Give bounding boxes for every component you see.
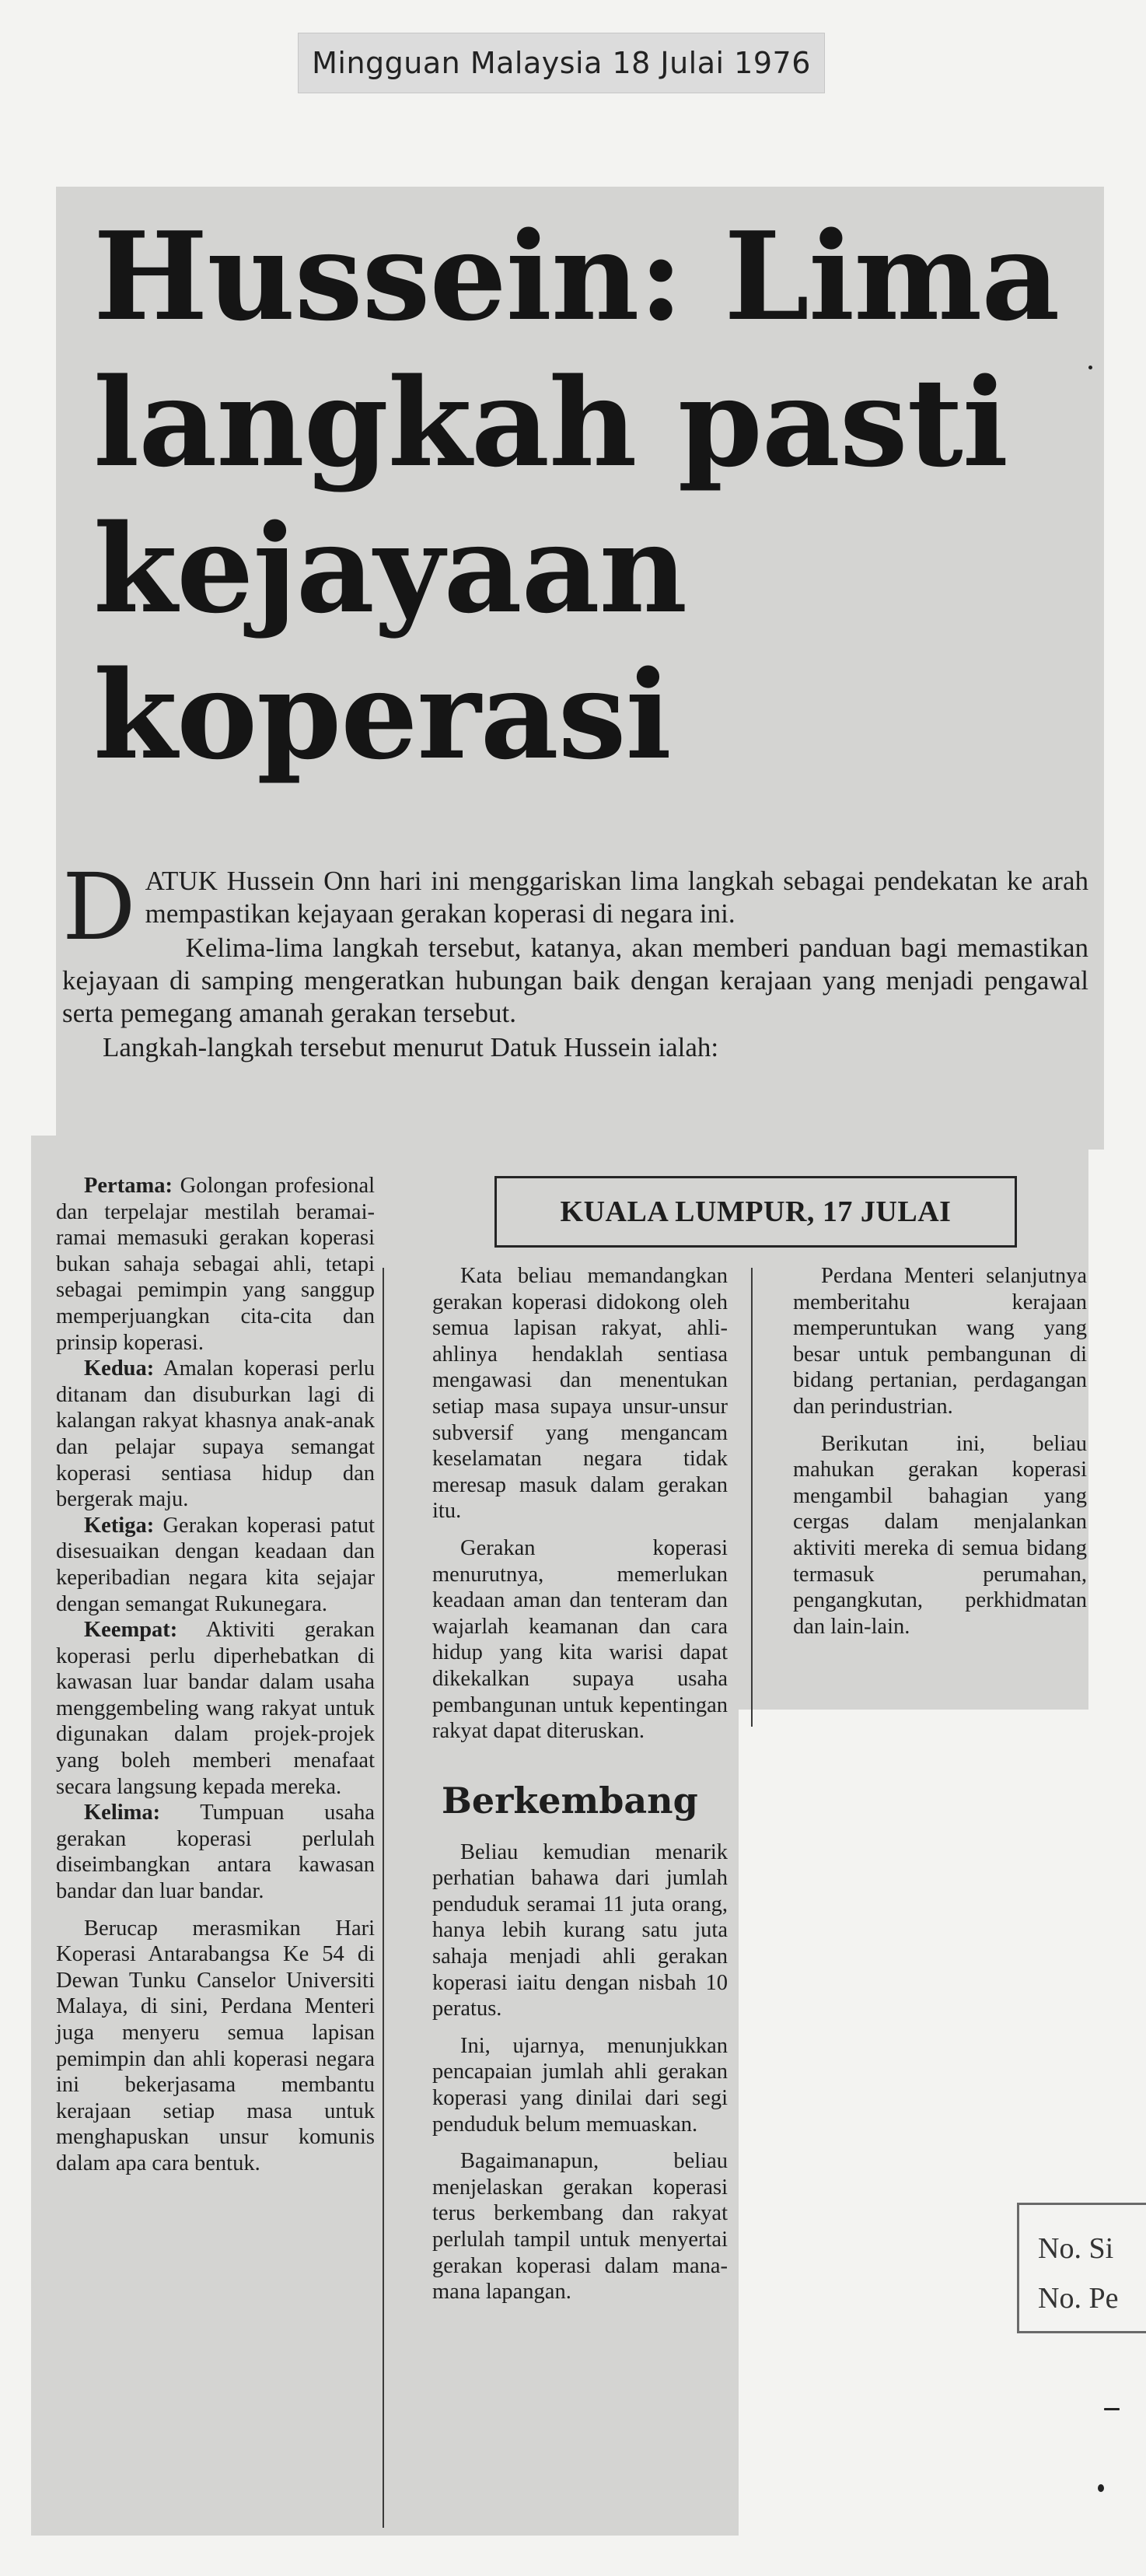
step-paragraph: [56, 1513, 375, 1617]
paragraph-gap: [432, 2022, 728, 2033]
drop-cap: D: [62, 853, 136, 961]
step-label: Pertama:: [84, 1174, 173, 1198]
body-paragraph: Beliau kemudian menarik perhatian bahawa dari jumlah penduduk seramai 11 juta orang, hanya lebih kurang satu juta sahaja menjadi ahli gerakan koperasi iaitu dengan nisbah 10 peratus.: [432, 1839, 728, 2021]
article-column-1: [56, 1173, 375, 2177]
step-paragraph: [56, 1173, 375, 1356]
paragraph-gap: [432, 2137, 728, 2148]
publication-dateline: Mingguan Malaysia 18 Julai 1976: [298, 33, 825, 93]
step-paragraph: [56, 1800, 375, 1904]
stamp-line-1: No. Si: [1038, 2232, 1114, 2265]
column-rule-1: [383, 1268, 384, 2528]
headline-line-4: koperasi: [93, 644, 671, 786]
column-rule-2: [751, 1268, 753, 1727]
paragraph-gap: [793, 1420, 1087, 1431]
print-speck: [1098, 2484, 1104, 2492]
body-paragraph: Berikutan ini, beliau mahukan gerakan koperasi mengambil bahagian yang cergas dalam menjalankan aktiviti mereka di semua bidang termasuk perumahan, pengangkutan, perkhidmatan dan lain-lain.: [793, 1431, 1087, 1639]
step-paragraph: [56, 1617, 375, 1800]
body-paragraph: Perdana Menteri selanjutnya memberitahu kerajaan memperuntukan wang yang besar untuk pembangunan di bidang pertanian, perdagangan dan perindustrian.: [793, 1264, 1087, 1419]
print-speck: [1088, 366, 1092, 369]
headline-line-2: langkah pasti: [93, 352, 1008, 494]
headline-line-3: kejayaan: [93, 498, 687, 640]
lead-paragraph-1: [62, 853, 1088, 961]
lead-paragraph-2: Kelima-lima langkah tersebut, katanya, akan memberi panduan bagi memastikan kejayaan di samping mengeratkan hubungan baik dengan kerajaan yang menjadi pengawal serta pemegang amanah gerakan tersebut.: [62, 933, 1088, 1028]
step-label: Kedua:: [84, 1356, 155, 1381]
lead-paragraph-3: Langkah-langkah tersebut menurut Datuk Hussein ialah:: [103, 1032, 719, 1062]
body-paragraph: Ini, ujarnya, menunjukkan pencapaian jumlah ahli gerakan koperasi yang dinilai dari segi penduduk belum memuaskan.: [432, 2033, 728, 2137]
headline-line-1: Hussein: Lima: [93, 205, 1060, 348]
place-dateline-box: KUALA LUMPUR, 17 JULAI: [494, 1176, 1017, 1248]
body-paragraph: Berucap merasmikan Hari Koperasi Antarabangsa Ke 54 di Dewan Tunku Canselor Universiti Malaya, di sini, Perdana Menteri juga menyeru semua lapisan pemimpin dan ahli koperasi negara ini bekerjasama membantu kerajaan setiap masa untuk menghapuskan unsur komunis dalam apa cara bentuk.: [56, 1916, 375, 2175]
body-paragraph: Gerakan koperasi menurutnya, memerlukan keadaan aman dan tenteram dan wajarlah keamanan dan cara hidup yang kita warisi dapat dikekalkan supaya usaha pembangunan untuk kepentingan rakyat dapat diteruskan.: [432, 1535, 728, 1744]
subheading: Berkembang: [442, 1779, 698, 1822]
body-paragraph: Bagaimanapun, beliau menjelaskan gerakan koperasi terus berkembang dan rakyat perlulah tampil untuk menyertai gerakan koperasi dalam mana-mana lapangan.: [432, 2149, 728, 2305]
step-text: Aktiviti gerakan koperasi perlu diperhebatkan di kawasan luar bandar dalam usaha menggembeling wang rakyat untuk digunakan dalam projek-projek yang boleh memberi menafaat secara langsung kepada mereka.: [56, 1618, 375, 1799]
step-label: Ketiga:: [84, 1513, 155, 1538]
step-text: Amalan koperasi perlu ditanam dan disuburkan lagi di kalangan rakyat khasnya anak-anak dan pelajar supaya semangat koperasi sentiasa hidup dan bergerak maju.: [56, 1356, 376, 1512]
step-paragraph: [56, 1356, 375, 1513]
step-label: Keempat:: [84, 1618, 178, 1643]
step-text: Golongan profesional dan terpelajar mestilah beramai-ramai memasuki gerakan koperasi bukan sahaja sebagai ahli, tetapi sebagai pemimpin yang sanggup memperjuangkan cita-cita dan prinsip koperasi.: [56, 1174, 376, 1355]
paragraph-gap: [56, 1905, 375, 1916]
archive-stamp: [1017, 2203, 1146, 2333]
paragraph-gap: [432, 1524, 728, 1535]
body-paragraph: Kata beliau memandangkan gerakan koperasi didokong oleh semua lapisan rakyat, ahli-ahlinya hendaklah sentiasa mengawasi dan menentukan setiap masa supaya unsur-unsur subversif yang mengancam keselamatan negara tidak meresap masuk dalam gerakan itu.: [432, 1264, 728, 1524]
print-speck: [1104, 2408, 1120, 2410]
step-label: Kelima:: [84, 1801, 161, 1825]
lead-paragraph-1-text: ATUK Hussein Onn hari ini menggariskan lima langkah sebagai pendekatan ke arah mempastikan kejayaan gerakan koperasi di negara ini.: [145, 866, 1088, 929]
lead-paragraphs: [62, 853, 1088, 1064]
article-column-3: [793, 1263, 1087, 1640]
step-text: Gerakan koperasi patut disesuaikan dengan keadaan dan keperibadian negara kita sejajar dengan semangat Rukunegara.: [56, 1513, 376, 1616]
article-column-2: [432, 1263, 728, 2305]
headline: [93, 204, 1088, 789]
step-text: Tumpuan usaha gerakan koperasi perlulah diseimbangkan antara kawasan bandar dan luar bandar.: [56, 1801, 375, 1904]
stamp-line-2: No. Pe: [1038, 2282, 1119, 2315]
